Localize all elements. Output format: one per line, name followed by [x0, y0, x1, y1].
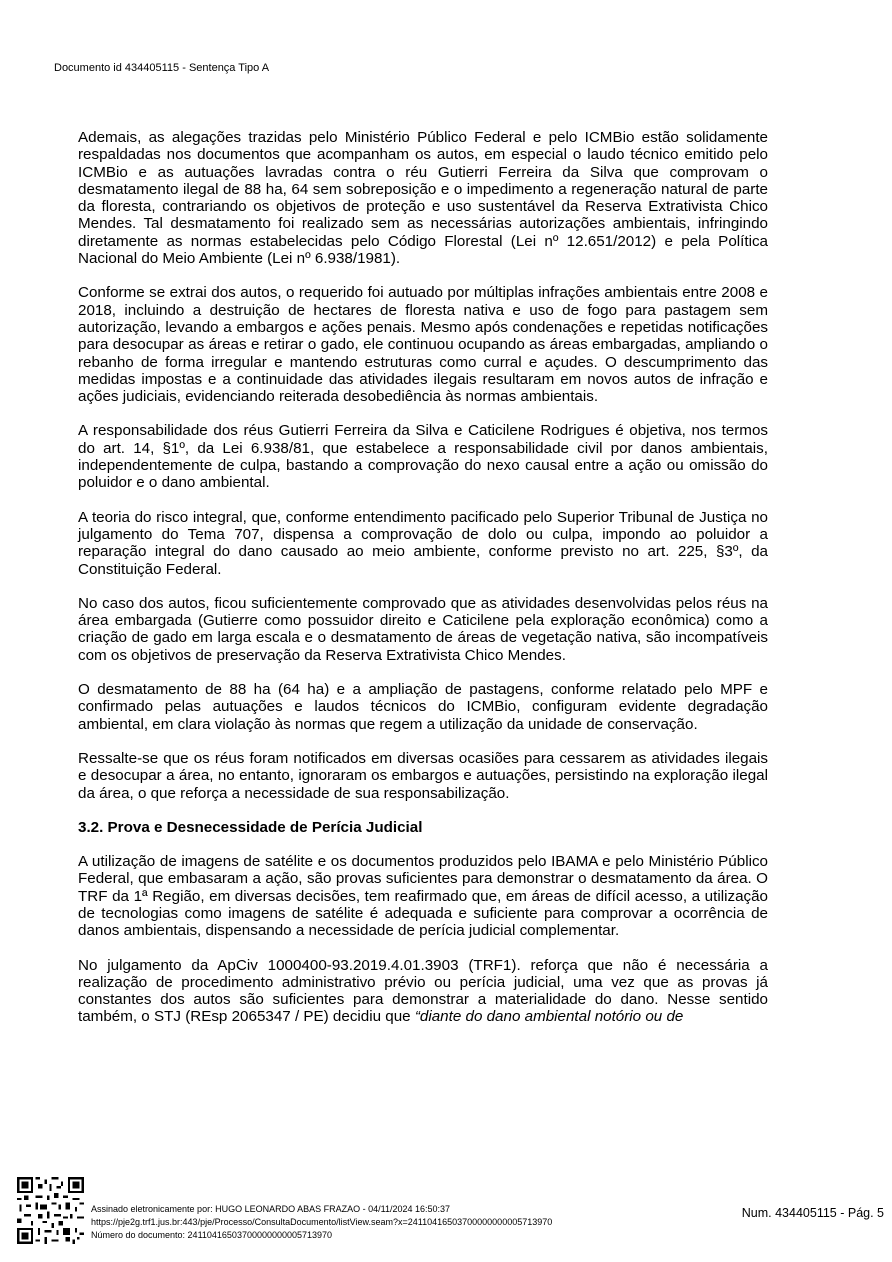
- document-number-line: Número do documento: 24110416503700000000005713970: [91, 1230, 333, 1240]
- paragraph-6: O desmatamento de 88 ha (64 ha) e a ampliação de pastagens, conforme relatado pelo MPF e confirmado pelas autuações e laudos técnicos do ICMBio, configuram evidente degradação ambiental, em clara violação às normas que regem a utilização da unidade de conservação.: [78, 681, 768, 733]
- section-paragraph-2-quote: “diante do dano ambiental notório ou de: [414, 1008, 684, 1026]
- section-paragraph-2: [78, 957, 768, 1026]
- paragraph-2: Conforme se extrai dos autos, o requerido foi autuado por múltiplas infrações ambientais entre 2008 e 2018, incluindo a destruição de hectares de floresta nativa e uso de fogo para pastagem sem autorização, levando a embargos e ações penais. Mesmo após condenações e repetidas notificações para desocupar as áreas e retirar o gado, ele continuou ocupando as áreas embargadas, ampliando o rebanho de forma irregular e mantendo estruturas como curral e açudes. O descumprimento das medidas impostas e a continuidade das atividades ilegais resultaram em novos autos de infração e ações judiciais, evidenciando reiterada desobediência às normas ambientais.: [78, 284, 768, 406]
- signature-block: [91, 1203, 552, 1242]
- qr-code-icon: [17, 1177, 84, 1244]
- paragraph-7: Ressalte-se que os réus foram notificados em diversas ocasiões para cessarem as atividades ilegais e desocupar a área, no entanto, ignoraram os embargos e autuações, persistindo na exploração ilegal da área, o que reforça a necessidade de sua responsabilização.: [78, 749, 768, 802]
- section-paragraph-2-text: No julgamento da ApCiv 1000400-93.2019.4.01.3903 (TRF1). reforça que não é necessária a realização de procedimento administrativo prévio ou perícia judicial, uma vez que as provas já constantes dos autos são suficientes para demonstrar a materialidade do dano. Nesse sentido também, o STJ (REsp 2065347 / PE) decidiu que: [78, 956, 768, 1026]
- document-body: [78, 129, 768, 1043]
- section-heading: 3.2. Prova e Desnecessidade de Perícia Judicial: [78, 818, 423, 836]
- signed-by-line: Assinado eletronicamente por: HUGO LEONARDO ABAS FRAZAO - 04/11/2024 16:50:37: [91, 1204, 451, 1214]
- paragraph-3: A responsabilidade dos réus Gutierri Ferreira da Silva e Caticilene Rodrigues é objetiva, nos termos do art. 14, §1º, da Lei 6.938/81, que estabelece a responsabilidade civil por danos ambientais, independentemente de culpa, bastando a comprovação do nexo causal entre a ação ou omissão do poluidor e o dano ambiental.: [78, 422, 768, 492]
- section-paragraph-1: A utilização de imagens de satélite e os documentos produzidos pelo IBAMA e pelo Ministério Público Federal, que embasaram a ação, são provas suficientes para demonstrar o desmatamento da área. O TRF da 1ª Região, em diversas decisões, tem reafirmado que, em áreas de difícil acesso, a utilização de tecnologias como imagens de satélite é adequada e suficiente para comprovar a ocorrência de danos ambientais, dispensando a necessidade de perícia judicial complementar.: [78, 853, 768, 940]
- paragraph-5: No caso dos autos, ficou suficientemente comprovado que as atividades desenvolvidas pelos réus na área embargada (Gutierre como possuidor direito e Caticilene pela exploração econômica) como a criação de gado em larga escala e o desmatamento de áreas de vegetação nativa, são incompatíveis com os objetivos de preservação da Reserva Extrativista Chico Mendes.: [78, 594, 768, 664]
- document-id-header: Documento id 434405115 - Sentença Tipo A: [54, 62, 270, 74]
- paragraph-1: Ademais, as alegações trazidas pelo Ministério Público Federal e pelo ICMBio estão solidamente respaldadas nos documentos que acompanham os autos, em especial o laudo técnico emitido pelo ICMBio e as autuações lavradas contra o réu Gutierri Ferreira da Silva que comprovam o desmatamento ilegal de 88 ha, 64 sem sobreposição e o impedimento a regeneração natural de parte da floresta, contrariando os objetivos de proteção e uso sustentável da Reserva Extrativista Chico Mendes. Tal desmatamento foi realizado sem as necessárias autorizações ambientais, infringindo diretamente as normas estabelecidas pelo Código Florestal (Lei nº 12.651/2012) e pela Política Nacional do Meio Ambiente (Lei nº 6.938/1981).: [78, 129, 768, 268]
- document-url-link[interactable]: https://pje2g.trf1.jus.br:443/pje/Processo/ConsultaDocumento/listView.seam?x=24110416503700000000005713970: [91, 1217, 553, 1227]
- paragraph-4: A teoria do risco integral, que, conforme entendimento pacificado pelo Superior Tribunal de Justiça no julgamento do Tema 707, dispensa a comprovação de dolo ou culpa, impondo ao poluidor a reparação integral do dano causado ao meio ambiente, conforme previsto no art. 225, §3º, da Constituição Federal.: [78, 508, 768, 578]
- page-number: Num. 434405115 - Pág. 5: [741, 1206, 884, 1220]
